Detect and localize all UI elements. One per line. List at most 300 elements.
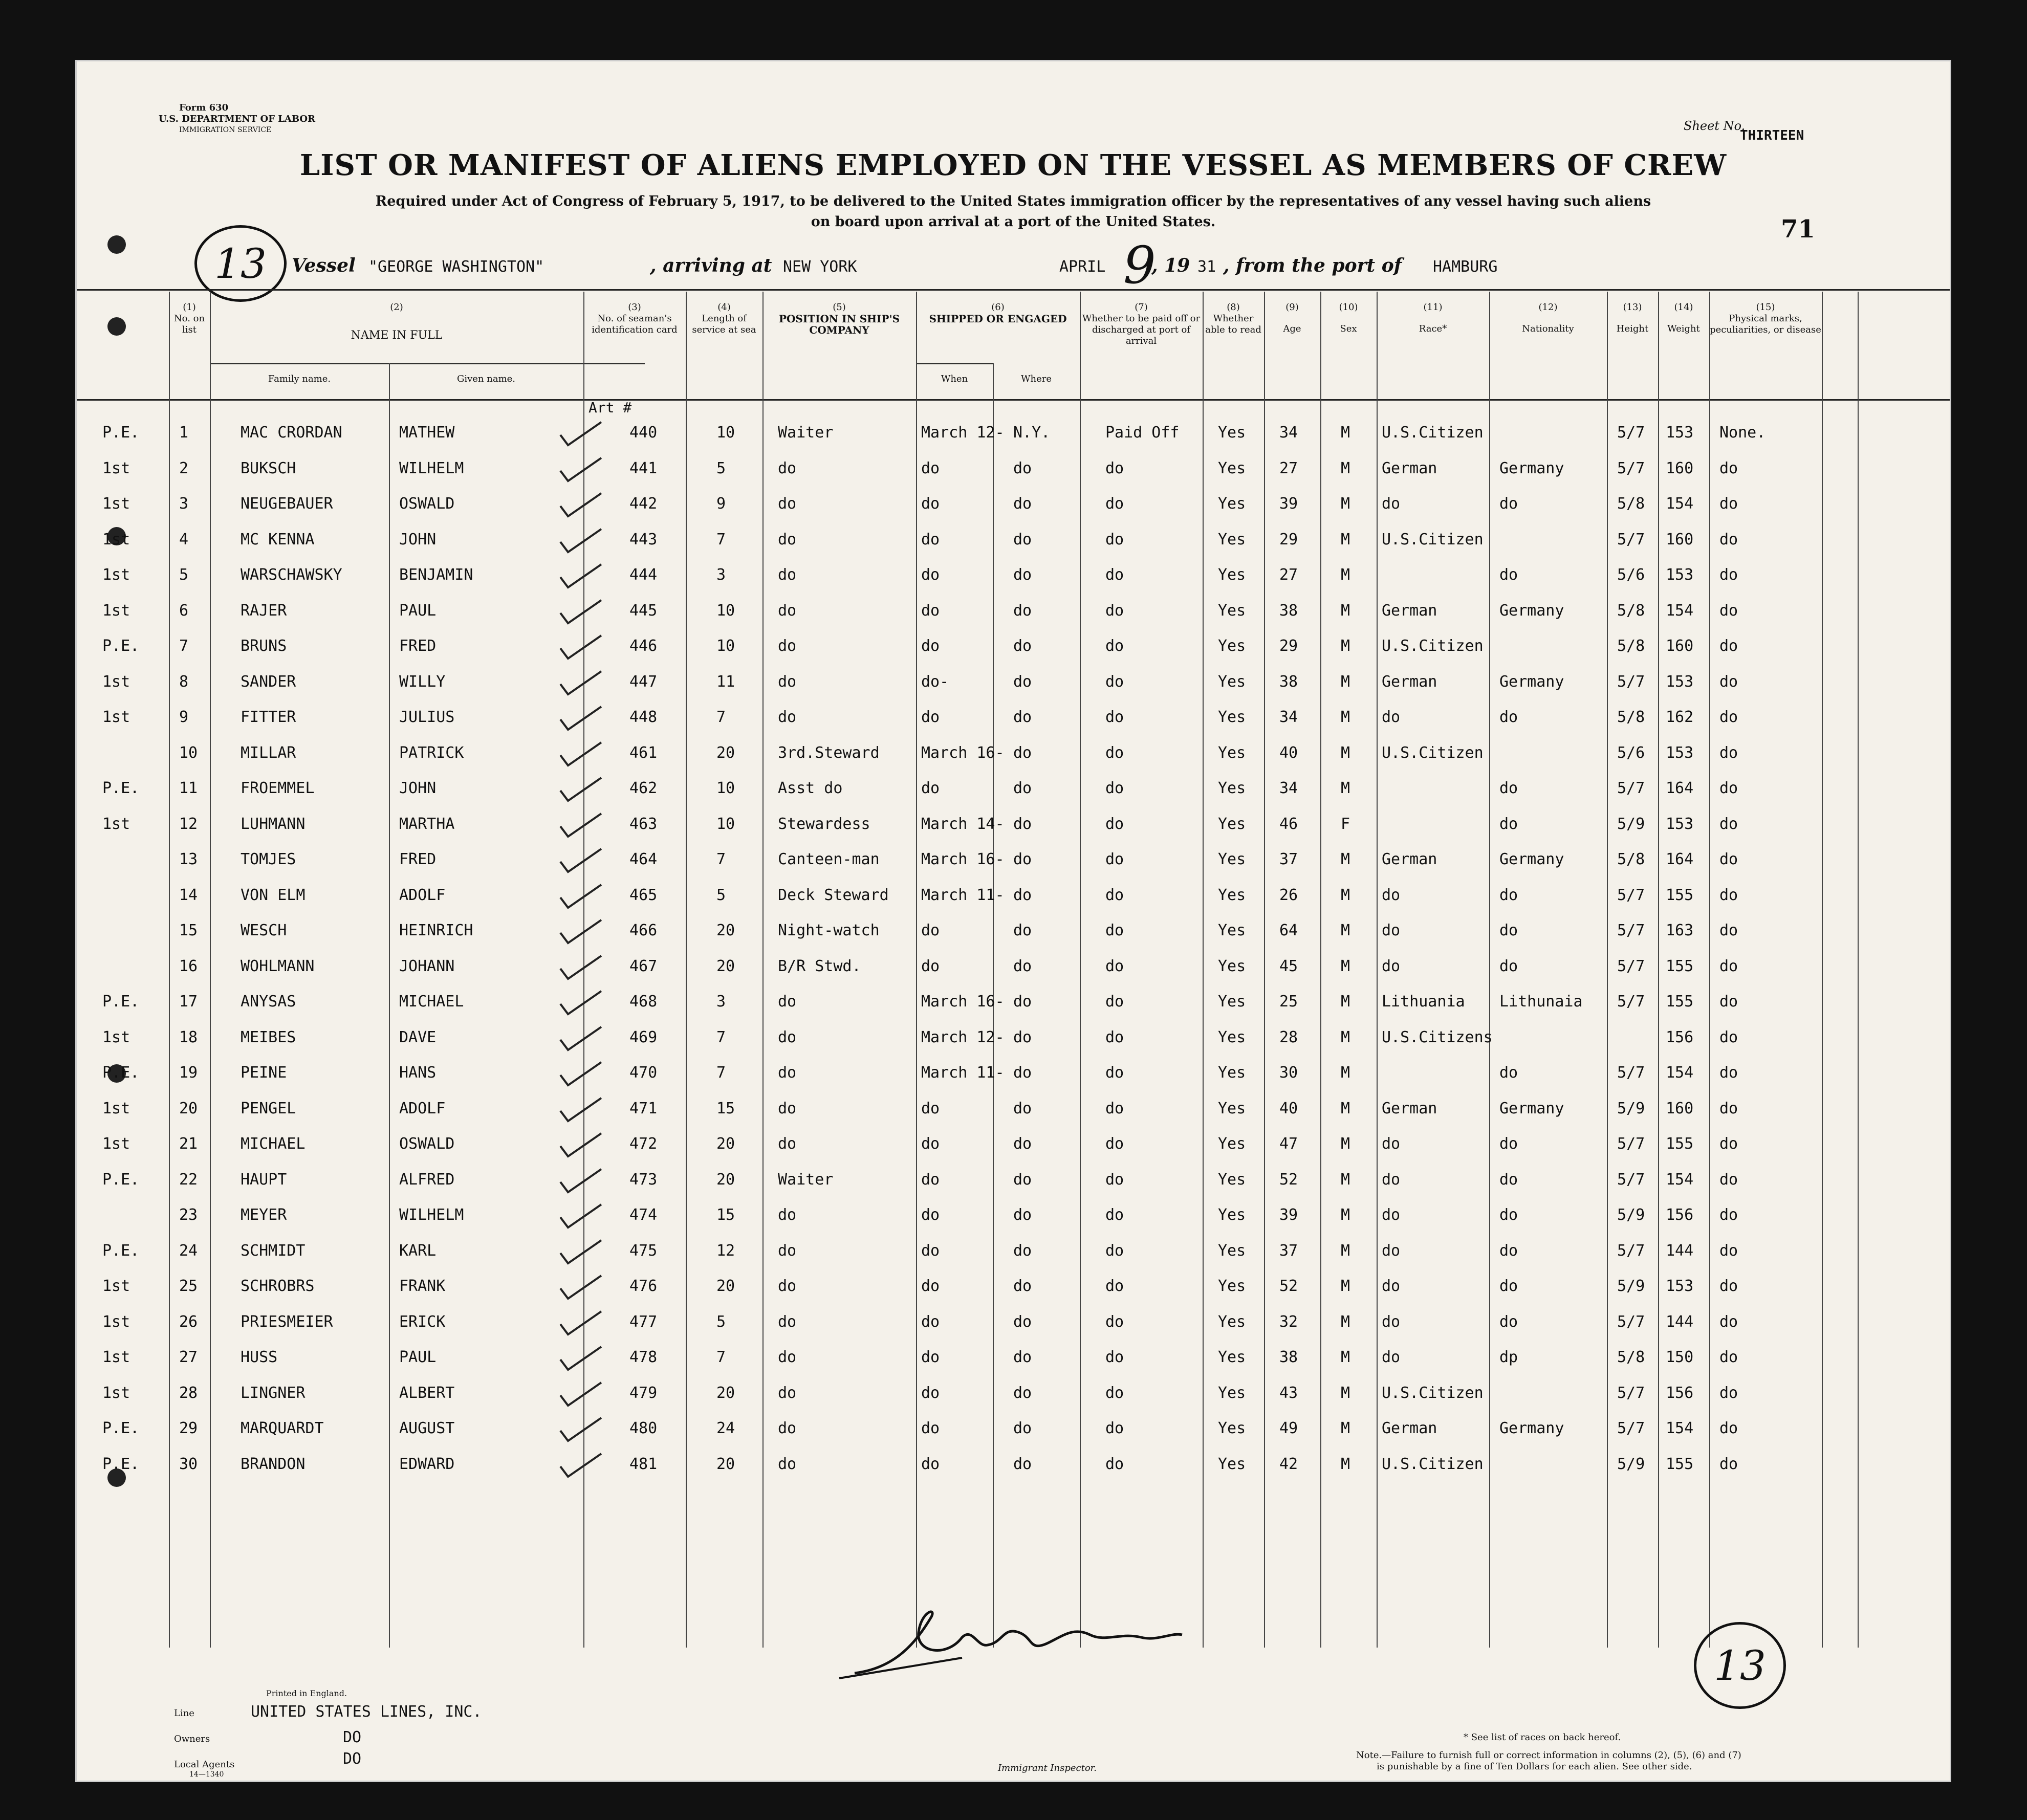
cell-paid-off: do xyxy=(1105,815,1124,833)
cell-class-mark: P.E. xyxy=(102,1419,140,1437)
table-row xyxy=(77,1410,1950,1446)
cell-sex: M xyxy=(1341,779,1350,797)
cell-nationality: do xyxy=(1499,886,1518,904)
check-mark-icon xyxy=(558,1415,604,1446)
cell-shipped-when: do xyxy=(921,957,940,975)
cell-race: German xyxy=(1382,459,1437,477)
cell-can-read: Yes xyxy=(1218,637,1246,655)
cell-race: U.S.Citizen xyxy=(1382,424,1484,442)
cell-shipped-where: do xyxy=(1013,1384,1032,1402)
cell-position: Deck Steward xyxy=(778,886,889,904)
cell-sex: F xyxy=(1341,815,1350,833)
cell-card-number: 466 xyxy=(629,922,658,939)
cell-weight: 154 xyxy=(1666,1170,1694,1189)
cell-card-number: 470 xyxy=(629,1064,658,1082)
cell-age: 43 xyxy=(1279,1384,1298,1402)
cell-service-length: 24 xyxy=(716,1419,735,1437)
cell-nationality: do xyxy=(1499,957,1518,975)
cell-given-name: ADOLF xyxy=(399,886,446,904)
cell-sex: M xyxy=(1341,1135,1350,1153)
cell-row-number: 29 xyxy=(179,1419,198,1437)
cell-shipped-when: do xyxy=(921,1099,940,1117)
cell-height: 5/7 xyxy=(1617,1419,1645,1437)
cell-class-mark: P.E. xyxy=(102,1170,140,1189)
line-label: Line xyxy=(174,1708,194,1719)
cell-physical-marks: do xyxy=(1719,1241,1738,1260)
table-row xyxy=(77,1090,1950,1126)
cell-shipped-where: do xyxy=(1013,1028,1032,1046)
cell-height: 5/8 xyxy=(1617,850,1645,868)
cell-paid-off: do xyxy=(1105,922,1124,939)
cell-shipped-where: do xyxy=(1013,1348,1032,1366)
cell-age: 52 xyxy=(1279,1170,1298,1189)
cell-nationality: Germany xyxy=(1499,601,1564,620)
cell-position: do xyxy=(778,993,797,1011)
cell-can-read: Yes xyxy=(1218,993,1246,1011)
cell-can-read: Yes xyxy=(1218,743,1246,762)
cell-row-number: 8 xyxy=(179,672,189,691)
cell-can-read: Yes xyxy=(1218,815,1246,833)
cell-given-name: KARL xyxy=(399,1241,437,1260)
cell-height: 5/8 xyxy=(1617,708,1645,726)
arriving-label: , arriving at xyxy=(650,255,772,276)
cell-family-name: TOMJES xyxy=(241,850,296,868)
cell-shipped-when: do xyxy=(921,1170,940,1189)
table-row xyxy=(77,1055,1950,1090)
col-read-num: (8) xyxy=(1227,302,1240,313)
cell-race: German xyxy=(1382,1419,1437,1437)
cell-row-number: 24 xyxy=(179,1241,198,1260)
cell-class-mark: P.E. xyxy=(102,1064,140,1082)
col-height-header: Height xyxy=(1616,323,1649,334)
cell-physical-marks: do xyxy=(1719,672,1738,691)
owners-value: DO xyxy=(343,1728,362,1746)
table-row xyxy=(77,1268,1950,1304)
cell-race: do xyxy=(1382,886,1401,904)
cell-family-name: NEUGEBAUER xyxy=(241,495,333,513)
penalty-note-1: Note.—Failure to furnish full or correct information in columns (2), (5), (6) and (7) xyxy=(1356,1750,1741,1761)
cell-given-name: AUGUST xyxy=(399,1419,455,1437)
table-row xyxy=(77,486,1950,521)
cell-paid-off: do xyxy=(1105,1419,1124,1437)
cell-given-name: FRANK xyxy=(399,1277,446,1295)
cell-physical-marks: do xyxy=(1719,637,1738,655)
cell-card-number: 448 xyxy=(629,708,658,726)
subtitle-line-1: Required under Act of Congress of February 5, 1917, to be delivered to the United States immigration officer by the representatives of any vessel having such aliens xyxy=(375,193,1651,209)
cell-card-number: 443 xyxy=(629,530,658,549)
cell-service-length: 9 xyxy=(716,495,726,513)
cell-card-number: 472 xyxy=(629,1135,658,1153)
cell-given-name: ERICK xyxy=(399,1312,446,1331)
cell-row-number: 15 xyxy=(179,922,198,939)
cell-row-number: 19 xyxy=(179,1064,198,1082)
cell-race: German xyxy=(1382,1099,1437,1117)
cell-can-read: Yes xyxy=(1218,1135,1246,1153)
cell-family-name: MARQUARDT xyxy=(241,1419,324,1437)
cell-height: 5/7 xyxy=(1617,1170,1645,1189)
cell-shipped-where: do xyxy=(1013,743,1032,762)
arrival-port: NEW YORK xyxy=(783,258,857,276)
check-mark-icon xyxy=(558,420,604,450)
cell-height: 5/8 xyxy=(1617,637,1645,655)
inspector-signature xyxy=(834,1596,1192,1689)
col-card-num: (3) xyxy=(628,302,641,313)
cell-card-number: 463 xyxy=(629,815,658,833)
cell-age: 64 xyxy=(1279,922,1298,939)
table-row xyxy=(77,521,1950,557)
cell-card-number: 464 xyxy=(629,850,658,868)
table-row xyxy=(77,841,1950,877)
cell-paid-off: do xyxy=(1105,1135,1124,1153)
cell-card-number: 465 xyxy=(629,886,658,904)
cell-row-number: 2 xyxy=(179,459,189,477)
cell-service-length: 20 xyxy=(716,922,735,939)
cell-paid-off: do xyxy=(1105,1348,1124,1366)
cell-family-name: WESCH xyxy=(241,922,287,939)
cell-paid-off: do xyxy=(1105,886,1124,904)
sheet-label: Sheet No. xyxy=(1684,119,1746,133)
check-mark-icon xyxy=(558,1451,604,1482)
col-shipped-num: (6) xyxy=(991,302,1005,313)
cell-age: 40 xyxy=(1279,743,1298,762)
cell-card-number: 477 xyxy=(629,1312,658,1331)
cell-height: 5/7 xyxy=(1617,424,1645,442)
cell-sex: M xyxy=(1341,886,1350,904)
cell-physical-marks: do xyxy=(1719,1277,1738,1295)
cell-class-mark: P.E. xyxy=(102,993,140,1011)
cell-age: 38 xyxy=(1279,601,1298,620)
cell-family-name: SCHROBRS xyxy=(241,1277,315,1295)
cell-height: 5/7 xyxy=(1617,993,1645,1011)
cell-nationality: do xyxy=(1499,779,1518,797)
cell-shipped-when: do xyxy=(921,566,940,584)
cell-given-name: PAUL xyxy=(399,1348,437,1366)
cell-nationality: do xyxy=(1499,1312,1518,1331)
check-mark-icon xyxy=(558,1095,604,1126)
cell-sex: M xyxy=(1341,495,1350,513)
cell-row-number: 25 xyxy=(179,1277,198,1295)
cell-physical-marks: do xyxy=(1719,1455,1738,1473)
cell-paid-off: Paid Off xyxy=(1105,424,1180,442)
cell-class-mark: P.E. xyxy=(102,1241,140,1260)
cell-age: 30 xyxy=(1279,1064,1298,1082)
cell-nationality: do xyxy=(1499,815,1518,833)
cell-shipped-when: March 12- xyxy=(921,424,1005,442)
cell-can-read: Yes xyxy=(1218,957,1246,975)
cell-nationality: do xyxy=(1499,566,1518,584)
page-title: LIST OR MANIFEST OF ALIENS EMPLOYED ON THE VESSEL AS MEMBERS OF CREW xyxy=(299,148,1727,182)
form-number: Form 630 xyxy=(179,102,229,113)
cell-race: Lithuania xyxy=(1382,993,1465,1011)
cell-physical-marks: do xyxy=(1719,743,1738,762)
cell-shipped-where: do xyxy=(1013,850,1032,868)
check-mark-icon xyxy=(558,989,604,1019)
cell-given-name: MICHAEL xyxy=(399,993,464,1011)
table-row xyxy=(77,699,1950,735)
cell-family-name: FROEMMEL xyxy=(241,779,315,797)
cell-paid-off: do xyxy=(1105,459,1124,477)
cell-nationality: do xyxy=(1499,1206,1518,1224)
table-row xyxy=(77,1126,1950,1161)
cell-weight: 156 xyxy=(1666,1384,1694,1402)
table-row xyxy=(77,948,1950,984)
cell-service-length: 3 xyxy=(716,566,726,584)
cell-shipped-where: do xyxy=(1013,459,1032,477)
cell-given-name: FRED xyxy=(399,850,437,868)
cell-can-read: Yes xyxy=(1218,1348,1246,1366)
col-race-header: Race* xyxy=(1419,323,1447,334)
cell-physical-marks: do xyxy=(1719,1206,1738,1224)
check-mark-icon xyxy=(558,1273,604,1304)
cell-service-length: 10 xyxy=(716,424,735,442)
cell-weight: 153 xyxy=(1666,566,1694,584)
cell-shipped-when: do xyxy=(921,1419,940,1437)
cell-paid-off: do xyxy=(1105,530,1124,549)
cell-weight: 153 xyxy=(1666,424,1694,442)
cell-age: 39 xyxy=(1279,495,1298,513)
cell-shipped-when: March 11- xyxy=(921,1064,1005,1082)
cell-race: do xyxy=(1382,1241,1401,1260)
owners-label: Owners xyxy=(174,1734,210,1744)
cell-shipped-when: do xyxy=(921,637,940,655)
subtitle-line-2: on board upon arrival at a port of the United States. xyxy=(811,214,1216,230)
cell-family-name: MC KENNA xyxy=(241,530,315,549)
cell-can-read: Yes xyxy=(1218,495,1246,513)
circled-sheet-number-bottom xyxy=(1694,1622,1786,1709)
cell-class-mark: 1st xyxy=(102,1384,130,1402)
cell-family-name: MEIBES xyxy=(241,1028,296,1046)
cell-row-number: 27 xyxy=(179,1348,198,1366)
cell-row-number: 14 xyxy=(179,886,198,904)
check-mark-icon xyxy=(558,704,604,735)
cell-class-mark: 1st xyxy=(102,495,130,513)
cell-position: do xyxy=(778,1277,797,1295)
cell-height: 5/7 xyxy=(1617,459,1645,477)
col-marks-num: (15) xyxy=(1756,302,1775,313)
cell-position: do xyxy=(778,459,797,477)
col-when-header: When xyxy=(941,374,968,384)
cell-row-number: 20 xyxy=(179,1099,198,1117)
cell-family-name: FITTER xyxy=(241,708,296,726)
table-row xyxy=(77,770,1950,806)
cell-weight: 153 xyxy=(1666,743,1694,762)
cell-age: 32 xyxy=(1279,1312,1298,1331)
check-mark-icon xyxy=(558,811,604,842)
cell-service-length: 7 xyxy=(716,1064,726,1082)
cell-weight: 153 xyxy=(1666,672,1694,691)
printed-note: Printed in England. xyxy=(266,1689,347,1698)
cell-weight: 155 xyxy=(1666,886,1694,904)
cell-height: 5/9 xyxy=(1617,1277,1645,1295)
cell-age: 26 xyxy=(1279,886,1298,904)
cell-weight: 155 xyxy=(1666,993,1694,1011)
cell-sex: M xyxy=(1341,743,1350,762)
cell-race: do xyxy=(1382,1206,1401,1224)
cell-physical-marks: do xyxy=(1719,1099,1738,1117)
cell-age: 38 xyxy=(1279,1348,1298,1366)
cell-family-name: MICHAEL xyxy=(241,1135,306,1153)
cell-shipped-where: do xyxy=(1013,530,1032,549)
punch-hole xyxy=(107,235,126,254)
cell-can-read: Yes xyxy=(1218,424,1246,442)
cell-shipped-when: March 12- xyxy=(921,1028,1005,1046)
table-row xyxy=(77,1446,1950,1482)
cell-nationality: Germany xyxy=(1499,672,1564,691)
cell-age: 52 xyxy=(1279,1277,1298,1295)
cell-shipped-when: do xyxy=(921,1277,940,1295)
cell-physical-marks: do xyxy=(1719,1419,1738,1437)
cell-weight: 153 xyxy=(1666,1277,1694,1295)
cell-race: German xyxy=(1382,672,1437,691)
page-number: 71 xyxy=(1781,215,1815,244)
cell-row-number: 13 xyxy=(179,850,198,868)
punch-hole xyxy=(107,317,126,336)
cell-card-number: 461 xyxy=(629,743,658,762)
cell-position: do xyxy=(778,1028,797,1046)
cell-sex: M xyxy=(1341,1312,1350,1331)
cell-shipped-when: March 16- xyxy=(921,850,1005,868)
cell-shipped-when: do xyxy=(921,1206,940,1224)
check-mark-icon xyxy=(558,633,604,664)
cell-sex: M xyxy=(1341,922,1350,939)
arrival-month: APRIL xyxy=(1059,258,1106,276)
cell-height: 5/6 xyxy=(1617,566,1645,584)
cell-race: do xyxy=(1382,922,1401,939)
cell-shipped-where: do xyxy=(1013,1241,1032,1260)
cell-service-length: 20 xyxy=(716,1277,735,1295)
cell-can-read: Yes xyxy=(1218,566,1246,584)
form-code: 14—1340 xyxy=(189,1770,224,1779)
cell-paid-off: do xyxy=(1105,993,1124,1011)
cell-sex: M xyxy=(1341,1455,1350,1473)
cell-card-number: 469 xyxy=(629,1028,658,1046)
cell-shipped-when: March 16- xyxy=(921,743,1005,762)
cell-can-read: Yes xyxy=(1218,459,1246,477)
cell-family-name: LUHMANN xyxy=(241,815,306,833)
cell-class-mark: P.E. xyxy=(102,1455,140,1473)
cell-class-mark: P.E. xyxy=(102,779,140,797)
cell-height: 5/9 xyxy=(1617,1206,1645,1224)
cell-service-length: 10 xyxy=(716,601,735,620)
cell-height: 5/8 xyxy=(1617,1348,1645,1366)
cell-row-number: 6 xyxy=(179,601,189,620)
col-age-num: (9) xyxy=(1285,302,1299,313)
cell-given-name: HEINRICH xyxy=(399,922,473,939)
cell-shipped-where: N.Y. xyxy=(1013,424,1051,442)
cell-position: do xyxy=(778,1099,797,1117)
cell-race: do xyxy=(1382,1277,1401,1295)
shipping-line: UNITED STATES LINES, INC. xyxy=(251,1703,482,1721)
cell-race: do xyxy=(1382,1312,1401,1331)
cell-family-name: SANDER xyxy=(241,672,296,691)
cell-class-mark: 1st xyxy=(102,815,130,833)
cell-row-number: 18 xyxy=(179,1028,198,1046)
cell-nationality: do xyxy=(1499,708,1518,726)
cell-sex: M xyxy=(1341,566,1350,584)
cell-can-read: Yes xyxy=(1218,1241,1246,1260)
cell-service-length: 15 xyxy=(716,1099,735,1117)
vessel-name: "GEORGE WASHINGTON" xyxy=(368,258,544,276)
cell-shipped-where: do xyxy=(1013,566,1032,584)
cell-race: German xyxy=(1382,601,1437,620)
cell-shipped-where: do xyxy=(1013,1170,1032,1189)
cell-given-name: MATHEW xyxy=(399,424,455,442)
cell-age: 28 xyxy=(1279,1028,1298,1046)
year-prefix: , 19 xyxy=(1151,255,1190,276)
cell-height: 5/6 xyxy=(1617,743,1645,762)
cell-age: 40 xyxy=(1279,1099,1298,1117)
cell-card-number: 447 xyxy=(629,672,658,691)
cell-row-number: 4 xyxy=(179,530,189,549)
cell-service-length: 5 xyxy=(716,1312,726,1331)
cell-sex: M xyxy=(1341,850,1350,868)
cell-sex: M xyxy=(1341,1419,1350,1437)
cell-height: 5/7 xyxy=(1617,530,1645,549)
cell-age: 34 xyxy=(1279,708,1298,726)
cell-shipped-where: do xyxy=(1013,1206,1032,1224)
col-no-num: (1) xyxy=(183,302,196,313)
cell-height: 5/9 xyxy=(1617,1099,1645,1117)
check-mark-icon xyxy=(558,527,604,557)
col-where-header: Where xyxy=(1020,374,1052,384)
cell-weight: 162 xyxy=(1666,708,1694,726)
check-mark-icon xyxy=(558,1380,604,1411)
cell-age: 38 xyxy=(1279,672,1298,691)
cell-family-name: ANYSAS xyxy=(241,993,296,1011)
name-subheader-rule xyxy=(210,363,645,364)
cell-height: 5/7 xyxy=(1617,1064,1645,1082)
cell-family-name: HAUPT xyxy=(241,1170,287,1189)
cell-paid-off: do xyxy=(1105,1277,1124,1295)
table-row xyxy=(77,912,1950,948)
cell-age: 25 xyxy=(1279,993,1298,1011)
agents-label: Local Agents xyxy=(174,1759,235,1770)
cell-paid-off: do xyxy=(1105,672,1124,691)
cell-row-number: 17 xyxy=(179,993,198,1011)
table-row xyxy=(77,450,1950,486)
cell-weight: 150 xyxy=(1666,1348,1694,1366)
cell-class-mark: 1st xyxy=(102,1099,130,1117)
cell-age: 45 xyxy=(1279,957,1298,975)
cell-shipped-where: do xyxy=(1013,1064,1032,1082)
cell-shipped-where: do xyxy=(1013,993,1032,1011)
cell-nationality: do xyxy=(1499,1064,1518,1082)
cell-height: 5/7 xyxy=(1617,1241,1645,1260)
circled-number: 13 xyxy=(214,239,267,288)
col-no-header: No. on list xyxy=(173,313,205,335)
cell-position: do xyxy=(778,601,797,620)
cell-physical-marks: do xyxy=(1719,1028,1738,1046)
col-position-num: (5) xyxy=(833,302,846,313)
cell-sex: M xyxy=(1341,1064,1350,1082)
cell-card-number: 471 xyxy=(629,1099,658,1117)
cell-position: do xyxy=(778,1419,797,1437)
check-mark-icon xyxy=(558,1238,604,1268)
cell-shipped-where: do xyxy=(1013,1455,1032,1473)
cell-sex: M xyxy=(1341,530,1350,549)
cell-weight: 144 xyxy=(1666,1241,1694,1260)
cell-paid-off: do xyxy=(1105,1170,1124,1189)
cell-paid-off: do xyxy=(1105,1241,1124,1260)
inspector-label: Immigrant Inspector. xyxy=(998,1763,1097,1773)
cell-row-number: 5 xyxy=(179,566,189,584)
cell-physical-marks: do xyxy=(1719,566,1738,584)
cell-row-number: 9 xyxy=(179,708,189,726)
cell-can-read: Yes xyxy=(1218,850,1246,868)
cell-service-length: 10 xyxy=(716,779,735,797)
cell-position: do xyxy=(778,566,797,584)
cell-service-length: 20 xyxy=(716,1170,735,1189)
